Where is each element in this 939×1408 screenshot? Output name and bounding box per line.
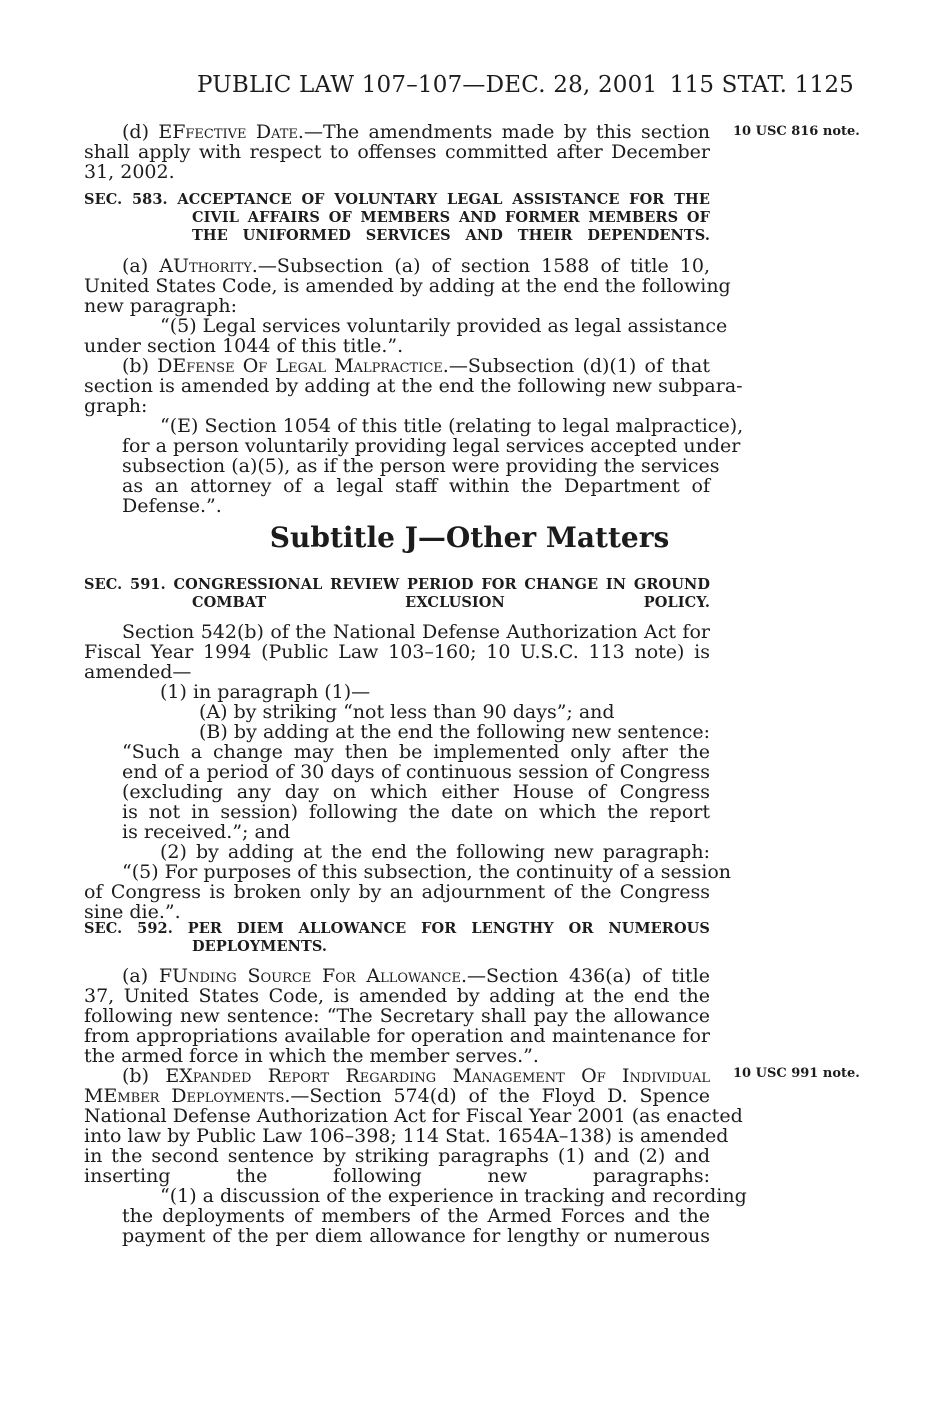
text-line: inserting the following new paragraphs:	[84, 1165, 710, 1187]
text-line: “(5) For purposes of this subsection, the continuity of a session	[122, 861, 732, 883]
text-line: payment of the per diem allowance for lengthy or numerous	[122, 1225, 710, 1247]
subtitle-heading: Subtitle J—Other Matters	[269, 521, 670, 554]
text-line: (a) AUthority.—Subsection (a) of section 1588 of title 10,	[122, 255, 710, 277]
text-line: Fiscal Year 1994 (Public Law 103–160; 10 U.S.C. 113 note) is	[84, 641, 710, 663]
text-line: United States Code, is amended by adding at the end the following	[84, 275, 731, 297]
text-line: 31, 2002.	[84, 161, 175, 183]
small-caps-heading: FUnding Source For Allowance.	[158, 965, 467, 987]
section-heading-line: THE UNIFORMED SERVICES AND THEIR DEPENDENTS.	[192, 227, 710, 244]
small-caps-heading: EFfective Date.	[158, 121, 304, 143]
small-caps-heading: DEfense Of Legal Malpractice.	[157, 355, 449, 377]
text-line: (1) in paragraph (1)—	[160, 681, 371, 703]
text-line: new paragraph:	[84, 295, 238, 317]
text-line: (B) by adding at the end the following new sentence:	[199, 721, 710, 743]
section-heading-line: SEC. 583. ACCEPTANCE OF VOLUNTARY LEGAL ASSISTANCE FOR THE	[84, 191, 710, 208]
text-line: in the second sentence by striking paragraphs (1) and (2) and	[84, 1145, 710, 1167]
text-line: graph:	[84, 395, 148, 417]
text-line: is received.”; and	[122, 821, 291, 843]
text-line: as an attorney of a legal staff within the Department of	[122, 475, 710, 497]
text-line: section is amended by adding at the end the following new subpara-	[84, 375, 743, 397]
text-line: Section 542(b) of the National Defense Authorization Act for	[122, 621, 710, 643]
text-line: under section 1044 of this title.”.	[84, 335, 404, 357]
text-line: Defense.”.	[122, 495, 222, 517]
text-line: from appropriations available for operation and maintenance for	[84, 1025, 710, 1047]
text-line: subsection (a)(5), as if the person were providing the services	[122, 455, 720, 477]
text-line: for a person voluntarily providing legal services accepted under	[122, 435, 741, 457]
text-line: end of a period of 30 days of continuous session of Congress	[122, 761, 710, 783]
text-line: “(1) a discussion of the experience in tracking and recording	[160, 1185, 747, 1207]
text-line: “(5) Legal services voluntarily provided as legal assistance	[160, 315, 728, 337]
section-heading-line: SEC. 591. CONGRESSIONAL REVIEW PERIOD FOR CHANGE IN GROUND	[84, 576, 710, 593]
small-caps-heading: AUthority.	[159, 255, 258, 277]
text-line: (A) by striking “not less than 90 days”; and	[199, 701, 615, 723]
text-line: (b) EXpanded Report Regarding Management Of Individual	[122, 1065, 710, 1087]
text-line: 37, United States Code, is amended by adding at the end the	[84, 985, 710, 1007]
text-line: into law by Public Law 106–398; 114 Stat. 1654A–138) is amended	[84, 1125, 729, 1147]
text-line: (d) EFfective Date.—The amendments made by this section	[122, 121, 711, 143]
text-line: “(E) Section 1054 of this title (relating to legal malpractice),	[160, 415, 744, 437]
text-line: the deployments of members of the Armed Forces and the	[122, 1205, 710, 1227]
text-line: (2) by adding at the end the following new paragraph:	[160, 841, 710, 863]
text-line: MEmber Deployments.—Section 574(d) of the Floyd D. Spence	[84, 1085, 710, 1107]
text-line: sine die.”.	[84, 901, 181, 923]
small-caps-heading: EXpanded Report Regarding Management Of Individual	[165, 1065, 710, 1087]
text-line: (a) FUnding Source For Allowance.—Section 436(a) of title	[122, 965, 710, 987]
text-line: (b) DEfense Of Legal Malpractice.—Subsection (d)(1) of that	[122, 355, 711, 377]
section-heading-line: CIVIL AFFAIRS OF MEMBERS AND FORMER MEMBERS OF	[192, 209, 710, 226]
text-line: is not in session) following the date on which the report	[122, 801, 710, 823]
text-line: following new sentence: “The Secretary shall pay the allowance	[84, 1005, 710, 1027]
text-line: the armed force in which the member serves.”.	[84, 1045, 539, 1067]
text-line: amended—	[84, 661, 192, 683]
running-header-left: PUBLIC LAW 107–107—DEC. 28, 2001	[197, 72, 658, 98]
margin-note-citation: 10 USC 991 note.	[733, 1066, 860, 1081]
text-line: (excluding any day on which either House of Congress	[122, 781, 710, 803]
section-heading-line: COMBAT EXCLUSION POLICY.	[192, 594, 710, 611]
running-header-right: 115 STAT. 1125	[669, 72, 854, 98]
section-heading-line: DEPLOYMENTS.	[192, 938, 328, 955]
small-caps-heading: MEmber Deployments.	[84, 1085, 291, 1107]
section-heading-line: SEC. 592. PER DIEM ALLOWANCE FOR LENGTHY OR NUMEROUS	[84, 920, 710, 937]
margin-note-citation: 10 USC 816 note.	[733, 124, 860, 139]
text-line: shall apply with respect to offenses committed after December	[84, 141, 710, 163]
text-line: National Defense Authorization Act for Fiscal Year 2001 (as enacted	[84, 1105, 743, 1127]
text-line: “Such a change may then be implemented only after the	[122, 741, 710, 763]
text-line: of Congress is broken only by an adjournment of the Congress	[84, 881, 710, 903]
